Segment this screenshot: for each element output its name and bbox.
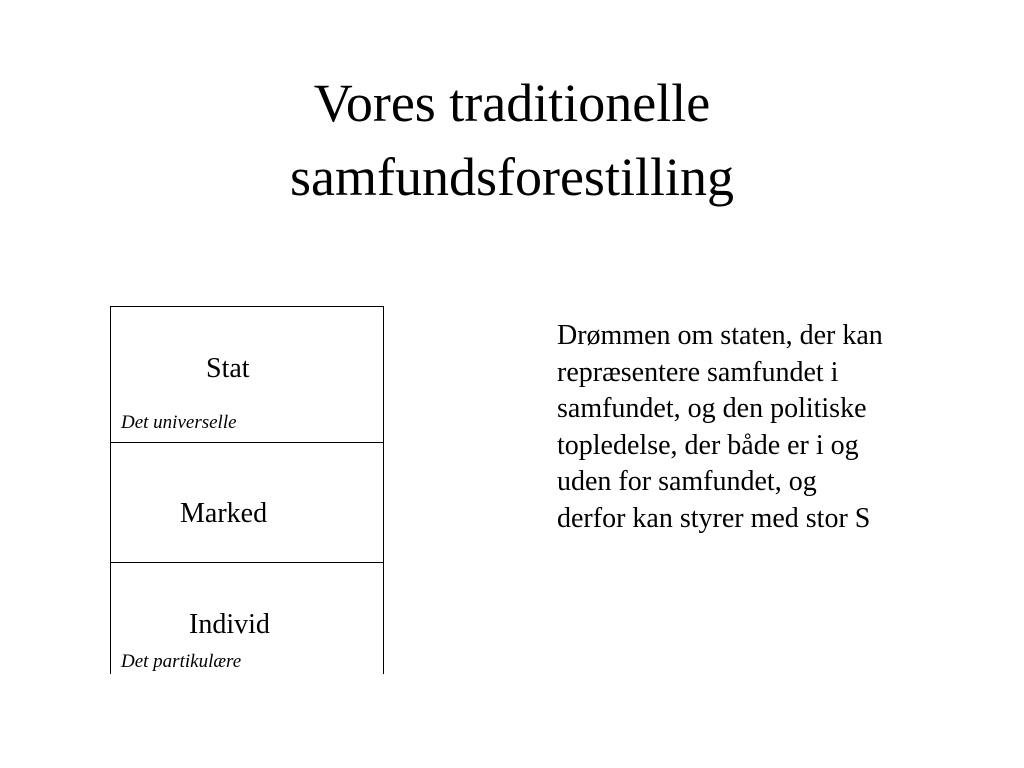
paragraph-line: uden for samfundet, og	[557, 466, 817, 497]
paragraph-line: topledelse, der både er i og	[557, 429, 859, 461]
tier-divider	[110, 562, 384, 563]
slide-title-line: Vores traditionelle	[313, 73, 711, 133]
diagram-left-border	[110, 306, 111, 674]
tier-label-individ: Individ	[189, 609, 270, 640]
paragraph-line: repræsentere samfundet i	[557, 356, 839, 388]
tier-label-stat: Stat	[206, 353, 250, 384]
society-tier-diagram	[110, 306, 384, 674]
tier-divider	[110, 442, 384, 443]
diagram-right-border	[383, 306, 384, 674]
tier-sublabel-universal: Det universelle	[121, 412, 237, 433]
paragraph-line: derfor kan styrer med stor S	[557, 502, 871, 534]
tier-sublabel-particular: Det partikulære	[121, 651, 242, 672]
state-description-text	[557, 318, 977, 537]
paragraph-line: samfundet, og den politiske	[557, 393, 867, 424]
tier-label-marked: Marked	[180, 498, 268, 529]
paragraph-line: Drømmen om staten, der kan	[557, 320, 883, 351]
slide-title	[0, 66, 1024, 214]
slide-title-line: samfundsforestilling	[290, 147, 734, 207]
diagram-top-border	[110, 306, 384, 307]
